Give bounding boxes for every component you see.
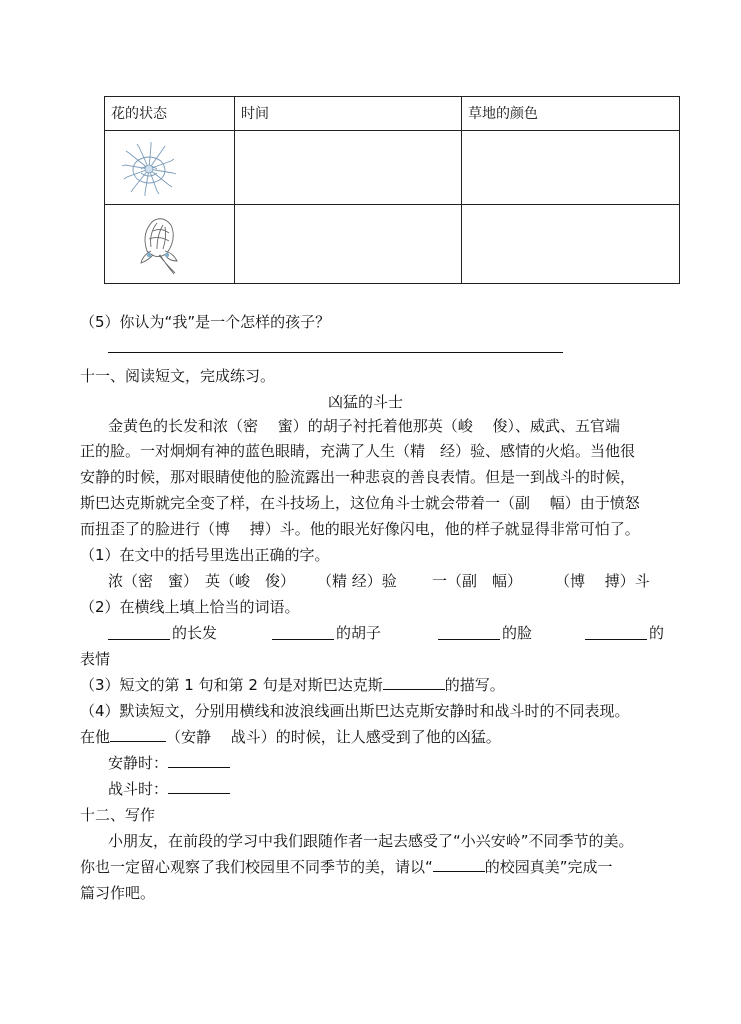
blank-label: 的长发 (172, 624, 218, 642)
fight-answer (108, 779, 230, 799)
open-dandelion-flower-icon (119, 139, 179, 199)
observation-table (104, 96, 680, 284)
flower-state-cell (105, 131, 235, 204)
question-1: （1）在文中的括号里选出正确的字。 (80, 546, 330, 564)
fill-blank[interactable] (108, 639, 170, 640)
writing-prompt-text: 你也一定留心观察了我们校园里不同季节的美，请以“ (80, 858, 433, 876)
table-row (105, 204, 680, 283)
time-cell[interactable] (235, 131, 462, 204)
table-header-cell: 花的状态 (105, 97, 235, 131)
option-item: （博 搏）斗 (555, 572, 650, 590)
option-item: 浓（密 蜜） (108, 572, 199, 590)
fill-blank[interactable] (168, 779, 230, 794)
table-row (105, 131, 680, 204)
fill-blank[interactable] (168, 753, 230, 768)
question-3-text: （3）短文的第 1 句和第 2 句是对斯巴达克斯 (80, 676, 383, 694)
passage-title: 凶猛的斗士 (328, 393, 404, 411)
question-3-text: 的描写。 (444, 676, 505, 694)
fight-label: 战斗时： (108, 780, 169, 798)
closed-flower-bud-icon (129, 211, 189, 277)
option-item: 英（峻 俊） (205, 572, 296, 590)
time-cell[interactable] (235, 204, 462, 283)
table-header-row (105, 97, 680, 131)
flower-state-cell (105, 204, 235, 283)
section-heading: 十二、写作 (80, 806, 156, 824)
question-3 (80, 675, 505, 695)
blank-label: 表情 (80, 650, 111, 668)
option-item: （精 经）验 (317, 572, 397, 590)
question-2: （2）在横线上填上恰当的词语。 (80, 598, 300, 616)
table-header-cell: 草地的颜色 (462, 97, 680, 131)
quiet-answer (108, 753, 230, 773)
fill-blank[interactable] (383, 675, 445, 690)
passage-line: 安静的时候，那对眼睛使他的脸流露出一种悲哀的善良表情。但是一到战斗的时候， (80, 468, 636, 486)
passage-line: 正的脸。一对炯炯有神的蓝色眼睛，充满了人生（精 经）验、感情的火焰。当他很 (80, 442, 636, 460)
question-4-text: （安静 战斗）的时候，让人感受到了他的凶猛。 (166, 728, 501, 746)
passage-line: 斯巴达克斯就完全变了样，在斗技场上，这位角斗士就会带着一（副 幅）由于愤怒 (80, 494, 640, 512)
fill-blank[interactable] (433, 857, 485, 872)
blank-label: 的 (649, 624, 665, 642)
grass-color-cell[interactable] (462, 204, 680, 283)
blank-label: 的脸 (502, 624, 533, 642)
question-4-text: 在他 (80, 728, 111, 746)
question-5: （5）你认为“我”是一个怎样的孩子？ (80, 313, 331, 331)
grass-color-cell[interactable] (462, 131, 680, 204)
fill-blank[interactable] (438, 639, 500, 640)
section-heading: 十一、阅读短文，完成练习。 (80, 367, 276, 385)
fill-blank[interactable] (585, 639, 647, 640)
blank-label: 的胡子 (336, 624, 382, 642)
passage-line: 而扭歪了的脸进行（博 搏）斗。他的眼光好像闪电，他的样子就显得非常可怕了。 (80, 520, 640, 538)
table-header-cell: 时间 (235, 97, 462, 131)
answer-line[interactable] (108, 352, 563, 353)
fill-blank[interactable] (272, 639, 334, 640)
writing-prompt-line: 小朋友，在前段的学习中我们跟随作者一起去感受了“小兴安岭”不同季节的美。 (108, 832, 634, 850)
option-item: 一（副 幅） (432, 572, 523, 590)
passage-line: 金黄色的长发和浓（密 蜜）的胡子衬托着他那英（峻 俊）、威武、五官端 (108, 417, 621, 435)
writing-prompt-line: 篇习作吧。 (80, 884, 156, 902)
question-4-line (80, 727, 501, 747)
writing-prompt-text: 的校园真美”完成一 (484, 858, 613, 876)
quiet-label: 安静时： (108, 754, 169, 772)
writing-prompt-line (80, 857, 613, 877)
question-4: （4）默读短文，分别用横线和波浪线画出斯巴达克斯安静时和战斗时的不同表现。 (80, 702, 630, 720)
fill-blank[interactable] (110, 727, 166, 742)
